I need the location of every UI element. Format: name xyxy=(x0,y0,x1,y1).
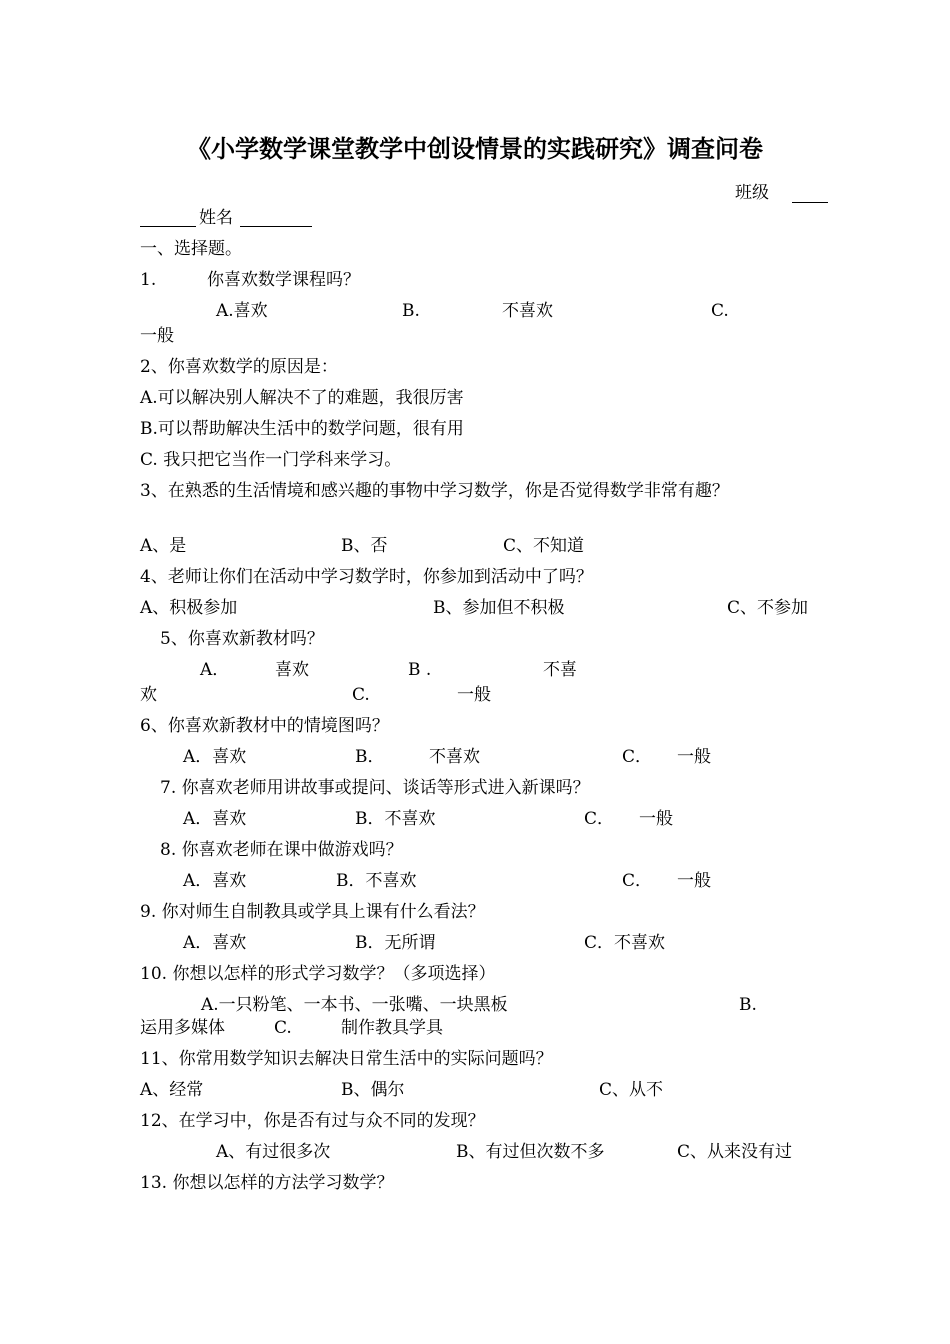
q6-option-b-letter[interactable]: B． xyxy=(355,747,385,767)
q10-option-c-text[interactable]: 制作教具学具 xyxy=(341,1018,443,1038)
q9-option-a[interactable]: A．喜欢 xyxy=(183,933,247,953)
q11-text: 11、你常用数学知识去解决日常生活中的实际问题吗？ xyxy=(140,1049,553,1069)
q9-option-b[interactable]: B．无所谓 xyxy=(355,933,436,953)
q4-option-c[interactable]: C、不参加 xyxy=(727,598,809,618)
q1-option-b-letter[interactable]: B. xyxy=(402,301,420,321)
q12-option-a[interactable]: A、有过很多次 xyxy=(216,1142,331,1162)
q6-option-a[interactable]: A．喜欢 xyxy=(183,747,247,767)
q10-option-b-text[interactable]: 运用多媒体 xyxy=(140,1018,225,1038)
name-prefix-blank xyxy=(140,208,196,227)
q11-option-a[interactable]: A、经常 xyxy=(140,1080,204,1100)
q4-option-b[interactable]: B、参加但不积极 xyxy=(433,598,565,618)
q5-option-b-text-cont[interactable]: 欢 xyxy=(140,685,157,705)
q10-text: 10. 你想以怎样的形式学习数学？（多项选择） xyxy=(140,964,496,984)
q11-option-c[interactable]: C、从不 xyxy=(599,1080,664,1100)
q1-option-c-text[interactable]: 一般 xyxy=(140,326,174,346)
name-blank[interactable] xyxy=(240,208,312,227)
q7-option-a[interactable]: A．喜欢 xyxy=(183,809,247,829)
q3-option-a[interactable]: A、是 xyxy=(140,536,187,556)
q11-option-b[interactable]: B、偶尔 xyxy=(341,1080,405,1100)
q6-option-b-text[interactable]: 不喜欢 xyxy=(429,747,480,767)
q8-option-a[interactable]: A．喜欢 xyxy=(183,871,247,891)
q12-text: 12、在学习中，你是否有过与众不同的发现？ xyxy=(140,1111,485,1131)
q1-option-c-letter[interactable]: C. xyxy=(711,301,729,321)
q5-option-a-letter[interactable]: A． xyxy=(200,660,230,680)
q12-option-b[interactable]: B、有过但次数不多 xyxy=(456,1142,605,1162)
q3-text: 3、在熟悉的生活情境和感兴趣的事物中学习数学，你是否觉得数学非常有趣？ xyxy=(140,481,729,501)
q2-option-c[interactable]: C. 我只把它当作一门学科来学习。 xyxy=(140,450,402,470)
page-title: 《小学数学课堂教学中创设情景的实践研究》调查问卷 xyxy=(187,134,763,163)
q5-option-a-text[interactable]: 喜欢 xyxy=(275,660,309,680)
q6-option-c-text[interactable]: 一般 xyxy=(677,747,711,767)
q5-option-b-letter[interactable]: B . xyxy=(408,660,432,680)
q4-text: 4、老师让你们在活动中学习数学时，你参加到活动中了吗？ xyxy=(140,567,593,587)
q4-option-a[interactable]: A、积极参加 xyxy=(140,598,238,618)
q7-option-c-letter[interactable]: C． xyxy=(584,809,615,829)
q8-option-b[interactable]: B．不喜欢 xyxy=(336,871,417,891)
q6-text: 6、你喜欢新教材中的情境图吗？ xyxy=(140,716,389,736)
q9-text: 9. 你对师生自制教具或学具上课有什么看法？ xyxy=(140,902,485,922)
q5-text: 5、你喜欢新教材吗？ xyxy=(160,629,324,649)
q7-text: 7. 你喜欢老师用讲故事或提问、谈话等形式进入新课吗？ xyxy=(160,778,590,798)
q2-option-b[interactable]: B.可以帮助解决生活中的数学问题，很有用 xyxy=(140,419,464,439)
name-label: 姓名 xyxy=(199,208,233,228)
q12-option-c[interactable]: C、从来没有过 xyxy=(677,1142,793,1162)
q9-option-c[interactable]: C．不喜欢 xyxy=(584,933,666,953)
q2-text: 2、你喜欢数学的原因是： xyxy=(140,357,338,377)
q10-option-c-letter[interactable]: C. xyxy=(274,1018,292,1038)
q8-option-c-letter[interactable]: C． xyxy=(622,871,653,891)
q3-option-c[interactable]: C、不知道 xyxy=(503,536,585,556)
q8-text: 8. 你喜欢老师在课中做游戏吗？ xyxy=(160,840,403,860)
q1-text: 你喜欢数学课程吗？ xyxy=(207,270,360,290)
q1-number: 1. xyxy=(140,270,157,290)
q1-option-a[interactable]: A.喜欢 xyxy=(216,301,268,321)
q10-option-b-letter[interactable]: B. xyxy=(739,995,757,1015)
class-blank[interactable] xyxy=(792,184,828,203)
q3-option-b[interactable]: B、否 xyxy=(341,536,388,556)
q5-option-c-text[interactable]: 一般 xyxy=(457,685,491,705)
q1-option-b-text[interactable]: 不喜欢 xyxy=(502,301,553,321)
q7-option-c-text[interactable]: 一般 xyxy=(639,809,673,829)
q6-option-c-letter[interactable]: C． xyxy=(622,747,653,767)
q13-text: 13. 你想以怎样的方法学习数学？ xyxy=(140,1173,394,1193)
class-label: 班级 xyxy=(735,183,769,203)
section-heading: 一、选择题。 xyxy=(140,239,242,259)
q2-option-a[interactable]: A.可以解决别人解决不了的难题，我很厉害 xyxy=(140,388,464,408)
q10-option-a[interactable]: A.一只粉笔、一本书、一张嘴、一块黑板 xyxy=(201,995,508,1015)
q5-option-b-text[interactable]: 不喜 xyxy=(543,660,577,680)
q8-option-c-text[interactable]: 一般 xyxy=(677,871,711,891)
q7-option-b[interactable]: B．不喜欢 xyxy=(355,809,436,829)
q5-option-c-letter[interactable]: C. xyxy=(352,685,370,705)
